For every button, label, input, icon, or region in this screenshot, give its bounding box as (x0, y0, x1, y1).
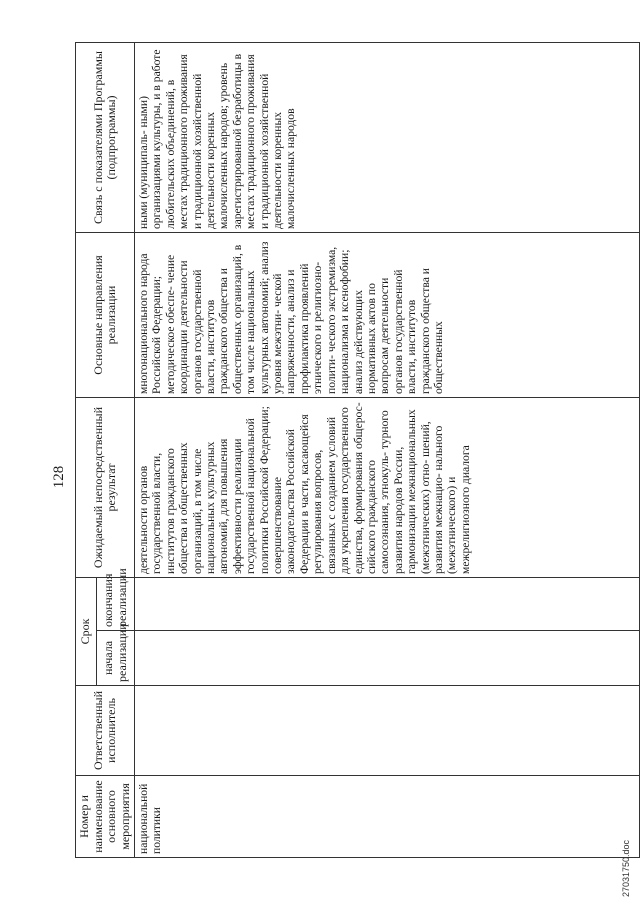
header-link: Связь с показателями Программы (подпрограммы) (76, 43, 135, 233)
header-event: Номер и наименование основного мероприятия (76, 776, 135, 858)
cell-executor (135, 686, 640, 776)
cell-term-start (135, 631, 640, 686)
header-row (76, 43, 97, 858)
header-term: Срок (76, 578, 97, 686)
cell-result: деятельности органов государственной власти, институтов гражданского общества и общественных организаций, в том числе национальных культурных автономий, для повышения эффективности реализации государственной национальной политики Российской Федерации; совершенствование законодательства Российской Федерации в части, касающейся регулирования вопросов, связанных с созданием условий для укрепления государственного единства, формирования общерос- сийского гражданского самосознания, этнокуль- турного развития народов России, гармонизации межнациональных (межэтнических) отно- шений, развития межнацио- нального (межэтнического) и межрелигиозного диалога (135, 398, 640, 578)
header-term-start: начала реализации (97, 631, 135, 686)
cell-term-end (135, 578, 640, 631)
header-executor: Ответственный исполнитель (76, 686, 135, 776)
cell-link: ными (муниципаль- ными) организациями культуры, и в работе любительских объединений, в местах традиционного проживания и традиционной хозяйственной деятельности коренных малочисленных народов; уровень зарегистрированной безработицы в местах традиционного проживания и традиционной хозяйственной деятельности коренных малочисленных народов (135, 43, 640, 233)
header-result: Ожидаемый непосредственный результат (76, 398, 135, 578)
measures-table (75, 42, 640, 858)
header-directions: Основные направления реализации (76, 233, 135, 398)
cell-directions: многонационального народа Российской Федерации; методическое обеспе- чение координации деятельности органов государственной власти, институтов гражданского общества и общественных организаций, в том числе национальных культурных автономий; анализ уровня межэтни- ческой напряженности, анализ и профилактика проявлений этнического и религиозно-полити- ческого экстремизма, национализма и ксенофобии; анализ действующих нормативных актов по вопросам деятельности органов государственной власти, институтов гражданского общества и общественных (135, 233, 640, 398)
page-number: 128 (51, 465, 67, 489)
document-code: 27031750.doc (621, 839, 631, 897)
table-row (135, 43, 640, 858)
header-term-end: окончания реализации (97, 578, 135, 631)
cell-event: национальной политики (135, 776, 640, 858)
